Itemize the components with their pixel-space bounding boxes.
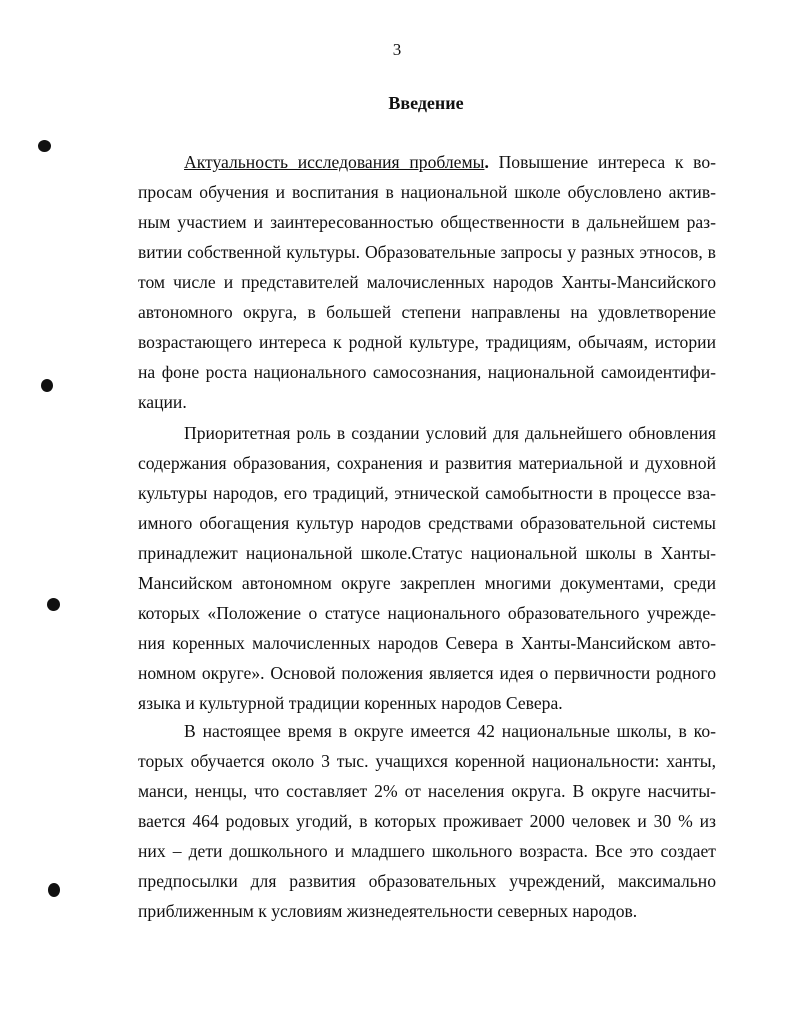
binding-hole-mark (38, 140, 51, 152)
introduction-body-3 (138, 716, 716, 926)
paragraph-national-school-role: Приоритетная роль в создании условий для дальнейшего обновления содержания образования, сохранения и развития материальной и духовной культуры народов, его традиций, этнической самобытности в процессе взаимного обогащения культур народов средствами образовательной системы принадлежит национальной школе.Статус национальной школы в Ханты-Мансийском автономном округе закреплен многими документами, среди которых «Положение о статусе национального образовательного учреждения коренных малочисленных народов Севера в Ханты-Мансийском автономном округе». Основой положения является идея о первичности родного языка и культурной традиции коренных народов Севера. (138, 423, 716, 713)
page-title: Введение (388, 93, 464, 113)
introduction-body (138, 147, 716, 417)
relevance-heading-period: . (484, 152, 489, 172)
binding-hole-mark (41, 379, 53, 392)
paragraph-district-statistics: В настоящее время в округе имеется 42 национальные школы, в которых обучается около 3 тыс. учащихся коренной национальности: ханты, манси, ненцы, что составляет 2% от населения округа. В округе насчитывается 464 родовых угодий, в которых проживает 2000 человек и 30 % из них – дети дошкольного и младшего школьного возраста. Все это создает предпосылки для развития образовательных учреждений, максимально приближенным к условиям жизнедеятельности северных народов. (138, 721, 716, 921)
introduction-body-2 (138, 418, 716, 718)
relevance-heading: Актуальность исследования проблемы (184, 152, 485, 172)
binding-hole-mark (48, 883, 60, 897)
page-number: 3 (392, 40, 402, 59)
paragraph-relevance (138, 147, 716, 417)
binding-hole-mark (47, 598, 60, 611)
paragraph-text: Повышение интереса к вопросам обучения и воспитания в национальной школе обусловлено активным участием и заинтересованностью общественности в дальнейшем развитии собственной культуры. Образовательные запросы у разных этносов, в том числе и представителей малочисленных народов Ханты-Мансийского автономного округа, в большей степени направлены на удовлетворение возрастающего интереса к родной культуре, традициям, обычаям, истории на фоне роста национального самосознания, национальной самоидентификации. (138, 152, 716, 412)
